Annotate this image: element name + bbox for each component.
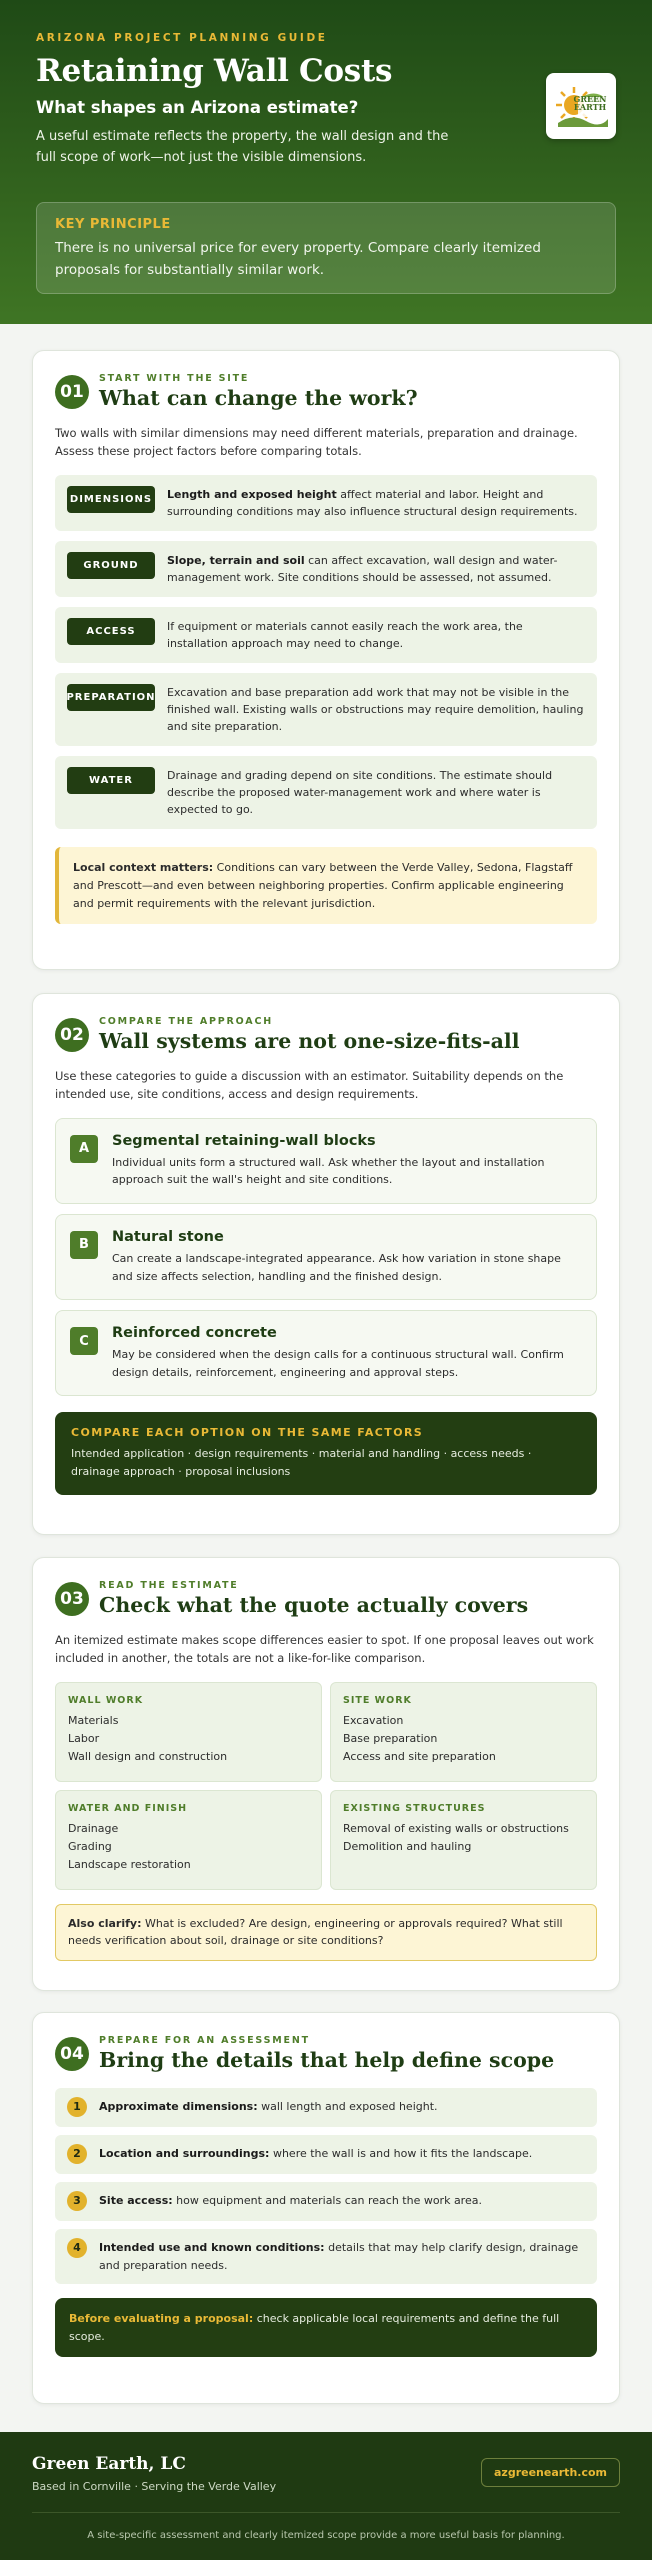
prep-step <box>55 2229 597 2284</box>
scope-group-title: EXISTING STRUCTURES <box>343 1802 486 1814</box>
option-text: Can create a landscape-integrated appearance. Ask how variation in stone shape and size affects selection, handling and the finished design. <box>112 1251 561 1283</box>
option-title: Segmental retaining-wall blocks <box>112 1132 376 1149</box>
factor-water <box>55 756 597 829</box>
option-letter: C <box>70 1327 98 1355</box>
section-number: 01 <box>55 375 89 409</box>
factor-text: Excavation and base preparation add work that may not be visible in the finished wall. Existing walls or obstructions may require demolition, hauling and site preparation. <box>167 686 584 734</box>
prep-step <box>55 2088 597 2127</box>
hero-eyebrow: ARIZONA PROJECT PLANNING GUIDE <box>36 32 328 44</box>
section-eyebrow: COMPARE THE APPROACH <box>99 1016 273 1027</box>
page-footer <box>0 2432 652 2560</box>
section-number: 04 <box>55 2037 89 2071</box>
prep-step <box>55 2182 597 2221</box>
section-eyebrow: READ THE ESTIMATE <box>99 1580 239 1591</box>
step-bold: Location and surroundings: <box>99 2147 270 2160</box>
step-number: 1 <box>67 2097 87 2117</box>
factor-ground <box>55 541 597 597</box>
scope-item: Excavation <box>343 1713 404 1727</box>
factor-tag: DIMENSIONS <box>67 486 155 513</box>
step-text: how equipment and materials can reach the work area. <box>172 2194 482 2207</box>
section-eyebrow: PREPARE FOR AN ASSESSMENT <box>99 2035 310 2046</box>
scope-group-title: WALL WORK <box>68 1694 144 1706</box>
step-bold: Approximate dimensions: <box>99 2100 258 2113</box>
factor-bold: Length and exposed height <box>167 487 337 501</box>
step-bold: Site access: <box>99 2194 173 2207</box>
scope-item: Base preparation <box>343 1731 438 1745</box>
scope-group-title: SITE WORK <box>343 1694 412 1706</box>
footer-divider <box>32 2512 620 2513</box>
logo-text-1: GREEN <box>573 94 607 104</box>
section-description: Two walls with similar dimensions may need different materials, preparation and drainage. Assess these project factors before comparing totals. <box>55 426 578 459</box>
step-text: details that may help clarify design, drainage and preparation needs. <box>99 2241 579 2272</box>
footer-company-name: Green Earth, LC <box>32 2454 186 2474</box>
before-evaluating-note <box>55 2298 597 2357</box>
scope-item: Demolition and hauling <box>343 1839 472 1853</box>
note-bold: Local context matters: <box>73 861 214 875</box>
scope-group-water-finish <box>55 1790 322 1890</box>
scope-item: Landscape restoration <box>68 1858 191 1872</box>
factor-bold: Slope, terrain and soil <box>167 553 305 567</box>
section-prepare-assessment <box>32 2012 620 2404</box>
scope-item: Grading <box>68 1839 112 1853</box>
section-description: An itemized estimate makes scope differences easier to spot. If one proposal leaves out work included in another, the totals are not a like-for-like comparison. <box>55 1633 594 1666</box>
scope-group-wall-work <box>55 1682 322 1782</box>
company-logo[interactable] <box>546 73 616 139</box>
option-title: Natural stone <box>112 1228 224 1245</box>
step-number: 3 <box>67 2191 87 2211</box>
key-principle-text: There is no universal price for every property. Compare clearly itemized proposals for substantially similar work. <box>55 240 541 278</box>
option-title: Reinforced concrete <box>112 1325 277 1342</box>
section-wall-systems <box>32 993 620 1535</box>
option-text: Individual units form a structured wall. Ask whether the layout and installation approach suit the wall's height and site conditions. <box>112 1155 545 1187</box>
option-natural-stone <box>55 1214 597 1300</box>
step-text: where the wall is and how it fits the landscape. <box>269 2147 533 2160</box>
factor-dimensions <box>55 475 597 531</box>
section-title: What can change the work? <box>99 386 418 410</box>
local-context-note <box>55 847 597 924</box>
step-bold: Intended use and known conditions: <box>99 2241 325 2254</box>
compare-factors-box <box>55 1412 597 1494</box>
option-letter: B <box>70 1231 98 1259</box>
option-segmental-blocks <box>55 1118 597 1204</box>
clarify-text: What is excluded? Are design, engineering or approvals required? What still needs verification about soil, drainage or site conditions? <box>68 1916 563 1948</box>
step-number: 4 <box>67 2238 87 2258</box>
section-description: Use these categories to guide a discussion with an estimator. Suitability depends on the intended use, site conditions, access and design requirements. <box>55 1069 564 1102</box>
factor-tag: WATER <box>67 767 155 794</box>
section-title: Bring the details that help define scope <box>99 2048 555 2072</box>
scope-item: Materials <box>68 1713 119 1727</box>
option-letter: A <box>70 1135 98 1163</box>
section-number: 03 <box>55 1582 89 1616</box>
option-reinforced-concrete <box>55 1310 597 1396</box>
option-text: May be considered when the design calls for a continuous structural wall. Confirm design details, reinforcement, engineering and approval steps. <box>112 1348 564 1379</box>
scope-item: Drainage <box>68 1821 119 1835</box>
section-title: Check what the quote actually covers <box>99 1593 529 1617</box>
scope-grid <box>55 1682 597 1890</box>
footer-note: A site-specific assessment and clearly itemized scope provide a more useful basis for planning. <box>87 2530 565 2541</box>
website-link[interactable]: azgreenearth.com <box>481 2458 620 2487</box>
compare-text: Intended application · design requirements · material and handling · access needs · drainage approach · proposal inclusions <box>71 1447 532 1478</box>
page-title: Retaining Wall Costs <box>36 53 393 89</box>
section-quote-coverage <box>32 1557 620 1991</box>
compare-title: COMPARE EACH OPTION ON THE SAME FACTORS <box>71 1426 424 1440</box>
key-principle-box <box>36 202 616 294</box>
final-text: check applicable local requirements and define the full scope. <box>69 2312 560 2343</box>
logo-text-2: EARTH <box>573 102 607 113</box>
note-text: Conditions can vary between the Verde Valley, Sedona, Flagstaff and Prescott—and even between neighboring properties. Confirm applicable engineering and permit requirements with the relevant jurisdiction. <box>73 861 573 910</box>
factor-text: Drainage and grading depend on site conditions. The estimate should describe the proposed water-management work and where water is expected to go. <box>167 769 553 817</box>
prep-step <box>55 2135 597 2174</box>
factor-text: can affect excavation, wall design and water-management work. Site conditions should be assessed, not assumed. <box>167 553 558 584</box>
scope-item: Access and site preparation <box>343 1750 496 1764</box>
section-title: Wall systems are not one-size-fits-all <box>99 1029 520 1053</box>
scope-item: Wall design and construction <box>68 1750 228 1764</box>
page-subtitle: What shapes an Arizona estimate? <box>36 98 359 118</box>
page-intro: A useful estimate reflects the property, the wall design and the full scope of work—not just the visible dimensions. <box>36 129 449 165</box>
factor-text: affect material and labor. Height and surrounding conditions may also influence structural design requirements. <box>167 487 578 518</box>
factor-preparation <box>55 673 597 746</box>
factor-access <box>55 607 597 663</box>
section-number: 02 <box>55 1018 89 1052</box>
hero-header <box>0 0 652 324</box>
factor-tag: ACCESS <box>67 618 155 645</box>
final-bold: Before evaluating a proposal: <box>69 2312 254 2326</box>
step-text: wall length and exposed height. <box>257 2100 438 2113</box>
section-eyebrow: START WITH THE SITE <box>99 373 250 384</box>
scope-item: Removal of existing walls or obstructions <box>343 1821 569 1835</box>
scope-item: Labor <box>68 1731 100 1745</box>
key-principle-title: KEY PRINCIPLE <box>55 217 171 232</box>
also-clarify-note <box>55 1904 597 1961</box>
factor-text: If equipment or materials cannot easily reach the work area, the installation approach may need to change. <box>167 619 523 651</box>
step-number: 2 <box>67 2144 87 2164</box>
clarify-bold: Also clarify: <box>68 1916 142 1930</box>
section-site-factors <box>32 350 620 970</box>
scope-group-existing-structures <box>330 1790 597 1890</box>
factor-tag: GROUND <box>67 552 155 579</box>
scope-group-site-work <box>330 1682 597 1782</box>
footer-tagline: Based in Cornville · Serving the Verde Valley <box>32 2480 277 2493</box>
factor-tag: PREPARATION <box>67 684 155 711</box>
scope-group-title: WATER AND FINISH <box>68 1802 188 1814</box>
